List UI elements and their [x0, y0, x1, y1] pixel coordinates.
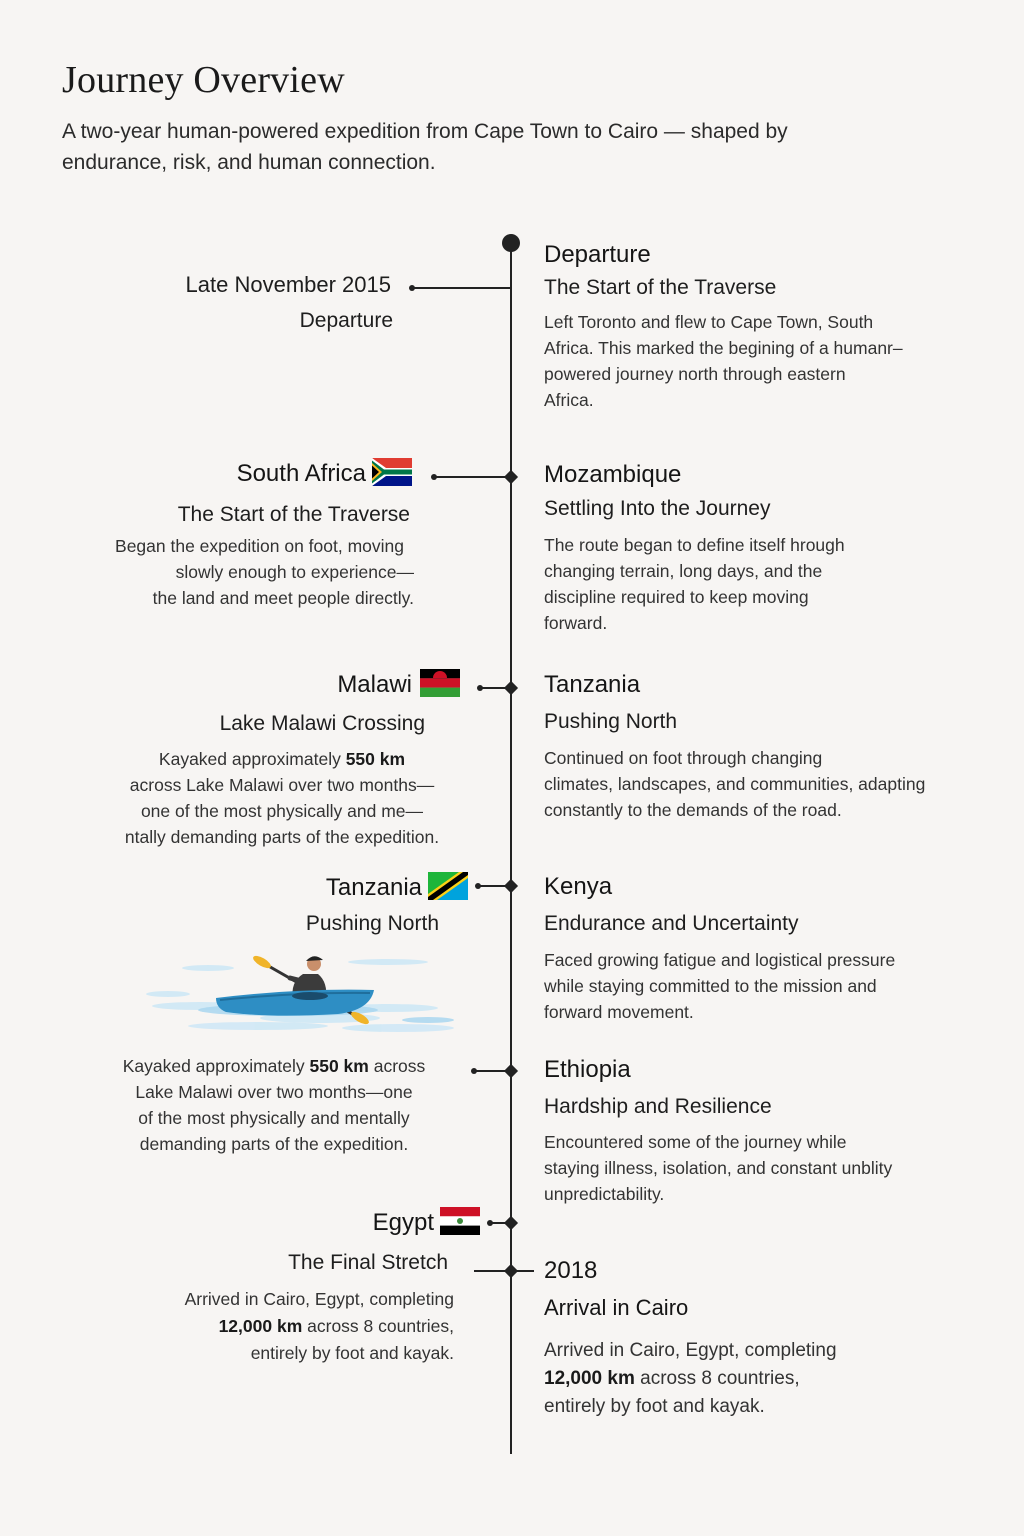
marker-arrival	[504, 1264, 518, 1278]
south-africa-name: South Africa	[236, 460, 366, 487]
egypt-flag-icon	[440, 1207, 480, 1235]
departure-title: Departure	[544, 241, 651, 268]
arrival-body-line	[544, 1365, 984, 1393]
page-subtitle: A two-year human-powered expedition from Cape Town to Cairo — shaped by endurance, risk, and human connection.	[62, 120, 788, 174]
malawi-flag-icon	[418, 669, 462, 697]
egypt-body-line: Arrived in Cairo, Egypt, completing	[184, 1289, 454, 1309]
malawi-body-pre: Kayaked approximately	[158, 749, 346, 769]
south-africa-flag-icon	[372, 458, 412, 486]
ethiopia-body-line: unpredictability.	[544, 1184, 665, 1204]
tanzania-name: Tanzania	[325, 874, 422, 901]
right-tanzania-title: Tanzania	[544, 671, 641, 698]
right-tanzania-body-line: Continued on foot through changing	[544, 748, 823, 768]
kenya-title: Kenya	[544, 873, 613, 900]
kenya-body-line: Faced growing fatigue and logistical pressure	[544, 950, 896, 970]
egypt-body-line	[185, 1313, 454, 1340]
ethiopia-title: Ethiopia	[544, 1056, 631, 1083]
departure-heading: The Start of the Traverse	[544, 276, 777, 299]
south-africa-heading: The Start of the Traverse	[177, 503, 410, 526]
tanzania-body	[94, 1053, 454, 1157]
malawi-body	[102, 746, 462, 850]
mozambique-body-line: discipline required to keep moving	[544, 587, 809, 607]
tanzania-heading: Pushing North	[305, 912, 439, 935]
departure-body-line: powered journey north through eastern	[544, 364, 846, 384]
mozambique-body-line: The route began to define itself hrough	[544, 535, 845, 555]
right-tanzania-body-line: climates, landscapes, and communities, adapting	[544, 774, 926, 794]
mozambique-body-line: forward.	[544, 613, 608, 633]
mozambique-heading: Settling Into the Journey	[544, 497, 771, 520]
kenya-body-line: while staying committed to the mission and	[544, 976, 877, 996]
departure-body-line: Left Toronto and flew to Cape Town, South	[544, 312, 874, 332]
malawi-body-line: one of the most physically and me—	[140, 801, 424, 821]
kayaker-icon	[138, 948, 460, 1042]
tanzania-body-line: demanding parts of the expedition.	[139, 1134, 409, 1154]
egypt-name: Egypt	[372, 1209, 434, 1236]
tanzania-body-pre: Kayaked approximately	[122, 1056, 310, 1076]
departure-date: Late November 2015	[185, 272, 391, 297]
kenya-heading: Endurance and Uncertainty	[544, 912, 799, 935]
departure-body-line: Africa. This marked the begining of a humanr–	[544, 338, 903, 358]
kenya-body-line: forward movement.	[544, 1002, 694, 1022]
malawi-distance: 550 km	[345, 749, 406, 769]
departure-label: Departure	[299, 309, 393, 332]
south-africa-body	[115, 533, 414, 611]
mozambique-body	[544, 532, 984, 636]
south-africa-title	[237, 458, 412, 488]
kenya-body	[544, 947, 1004, 1025]
egypt-heading: The Final Stretch	[288, 1251, 448, 1274]
tanzania-body-line	[94, 1053, 454, 1079]
egypt-body-post: across 8 countries,	[302, 1316, 454, 1336]
arrival-distance: 12,000 km	[544, 1368, 635, 1389]
arrival-year: 2018	[544, 1257, 598, 1284]
egypt-body-line: entirely by foot and kayak.	[250, 1343, 454, 1363]
south-africa-body-line: Began the expedition on foot, moving	[115, 536, 404, 556]
egypt-body	[185, 1286, 454, 1367]
departure-body-line: Africa.	[544, 390, 594, 410]
tanzania-distance: 550 km	[309, 1056, 369, 1076]
ethiopia-body-line: staying illness, isolation, and constant unblity	[544, 1158, 893, 1178]
right-tanzania-heading: Pushing North	[544, 710, 678, 733]
malawi-heading: Lake Malawi Crossing	[219, 712, 425, 735]
right-tanzania-body	[544, 745, 1004, 823]
malawi-body-line: ntally demanding parts of the expedition.	[124, 827, 440, 847]
page-title: Journey Overview	[62, 59, 345, 101]
ethiopia-body	[544, 1129, 1004, 1207]
departure-body	[544, 309, 984, 413]
connector-departure	[412, 287, 511, 289]
south-africa-body-line: slowly enough to experience—	[175, 562, 414, 582]
ethiopia-body-line: Encountered some of the journey while	[544, 1132, 847, 1152]
malawi-title	[337, 669, 462, 699]
malawi-body-line	[102, 746, 462, 772]
marker-tanzania	[504, 879, 518, 893]
timeline-start-dot	[502, 234, 520, 252]
arrival-heading: Arrival in Cairo	[544, 1295, 689, 1320]
tanzania-body-line: Lake Malawi over two months—one	[135, 1082, 413, 1102]
marker-ethiopia	[504, 1064, 518, 1078]
egypt-distance: 12,000 km	[218, 1316, 303, 1336]
marker-malawi	[504, 681, 518, 695]
malawi-name: Malawi	[337, 671, 412, 698]
arrival-body-line: Arrived in Cairo, Egypt, completing	[544, 1340, 837, 1361]
tanzania-flag-icon	[428, 872, 468, 900]
mozambique-body-line: changing terrain, long days, and the	[544, 561, 823, 581]
south-africa-body-line: the land and meet people directly.	[152, 588, 414, 608]
arrival-body-line: entirely by foot and kayak.	[544, 1396, 765, 1417]
egypt-title	[373, 1207, 480, 1237]
arrival-body-post: across 8 countries,	[634, 1368, 800, 1389]
tanzania-title	[326, 872, 468, 902]
arrival-body	[544, 1337, 984, 1421]
connector-south-africa	[434, 476, 511, 478]
tanzania-body-line: of the most physically and mentally	[138, 1108, 410, 1128]
marker-south-africa	[504, 470, 518, 484]
ethiopia-heading: Hardship and Resilience	[544, 1095, 772, 1118]
tanzania-body-post: across	[368, 1056, 426, 1076]
mozambique-title: Mozambique	[544, 461, 682, 488]
malawi-body-line: across Lake Malawi over two months—	[129, 775, 435, 795]
marker-egypt	[504, 1216, 518, 1230]
right-tanzania-body-line: constantly to the demands of the road.	[544, 800, 842, 820]
